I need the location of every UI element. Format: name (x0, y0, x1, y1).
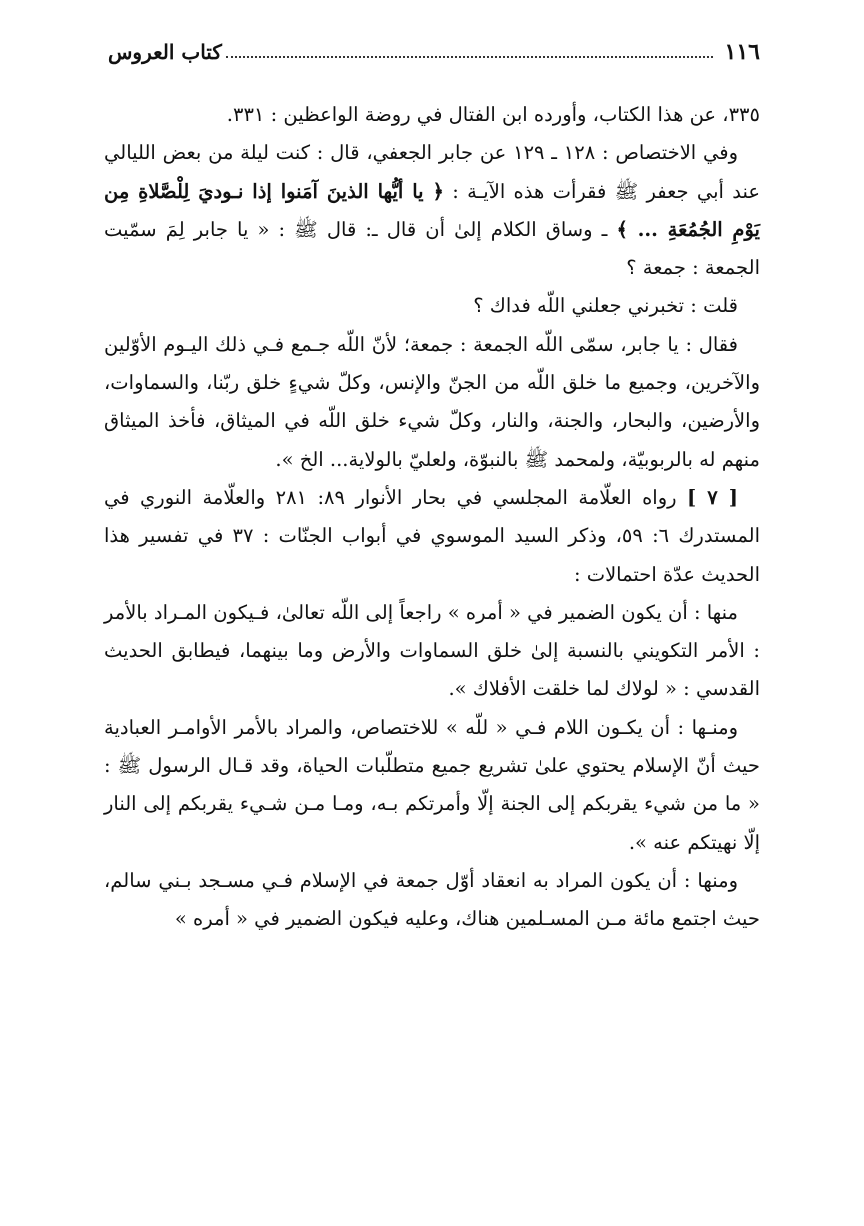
running-header (108, 30, 760, 66)
paragraph-6 (104, 594, 760, 709)
paragraph-text: منها : أن يكون الضمير في « أمره » راجعاً إلى اللّه تعالىٰ، فـيكون المـراد بالأمر : الأمر التكويني بالنسبة إلىٰ خلق السماوات والأرض وما بينهما، فيطابق الحديث القدسي : « لولاك لما خلقت الأفلاك ». (104, 600, 760, 701)
paragraph-text: ومنـها : أن يكـون اللام فـي « للّه » للاختصاص، والمراد بالأمر الأوامـر العبادية حيث أنّ الإسلام يحتوي علىٰ تشريع جميع متطلّبات الحياة، وقد قـال الرسول ﷺ : « ما من شيء يقربكم إلى الجنة إلّا وأمرتكم بـه، ومـا مـن شـيء يقربكم إلى النار إلّا نهيتكم عنه ». (104, 715, 760, 854)
book-title: كتاب العروس (108, 40, 222, 64)
paragraph-text: فقال : يا جابر، سمّى اللّه الجمعة : جمعة؛ لأنّ اللّه جـمع فـي ذلك اليـوم الأوّلين والآخرين، وجميع ما خلق اللّه من الجنّ والإنس، وكلّ شيءٍ خلق ربّنا، والسماوات، والأرضين، والبحار، والجنة، والنار، وكلّ شيء خلق اللّه في الميثاق، فأخذ الميثاق منهم له بالربوبيّة، ولمحمد ﷺ بالنبوّة، ولعليّ بالولاية... الخ ». (104, 332, 760, 471)
paragraph-4 (104, 326, 760, 479)
paragraph-text: قلت : تخبرني جعلني اللّه فداك ؟ (473, 294, 738, 318)
footnote-reference: [ ٧ ] (687, 485, 739, 509)
paragraph-7 (104, 709, 760, 862)
body-text (104, 96, 760, 939)
paragraph-text: رواه العلّامة المجلسي في بحار الأنوار ٨٩: ٢٨١ والعلّامة النوري في المستدرك ٦: ٥٩، وذكر السيد الموسوي في أبواب الجنّات : ٣٧ في تفسير هذا الحديث عدّة احتمالات : (104, 485, 760, 586)
paragraph-5 (104, 479, 760, 594)
paragraph-text: ٣٣٥، عن هذا الكتاب، وأورده ابن الفتال في روضة الواعظين : ٣٣١. (226, 103, 760, 126)
paragraph-8 (104, 862, 760, 939)
page-number: ١١٦ (724, 39, 760, 65)
paragraph-text: وفي الاختصاص : ١٢٨ ـ ١٢٩ عن جابر الجعفي، قال : كنت ليلة من بعض الليالي عند أبي جعفر ﷺ فقرأت هذه الآيـة : (104, 141, 761, 203)
paragraph-1 (104, 96, 760, 134)
paragraph-text: ومنها : أن يكون المراد به انعقاد أوّل جمعة في الإسلام فـي مسـجد بـني سالم، حيث اجتمع مائة مـن المسـلمين هناك، وعليه فيكون الضمير في « أمره » (104, 868, 760, 931)
quran-verse: ﴿ يا أيُّها الذينَ آمَنوا إذا نـوديَ لِلْصَّلاةِ مِن يَوْمِ الجُمُعَةِ ... ﴾ (104, 179, 760, 241)
paragraph-text-continued: ـ وساق الكلام إلىٰ أن قال ـ: قال ﷺ : « يا جابر لِمَ سمّيت الجمعة : جمعة ؟ (104, 217, 760, 280)
header-dotted-leader (226, 55, 713, 58)
paragraph-2 (104, 134, 760, 287)
paragraph-3 (104, 287, 760, 325)
